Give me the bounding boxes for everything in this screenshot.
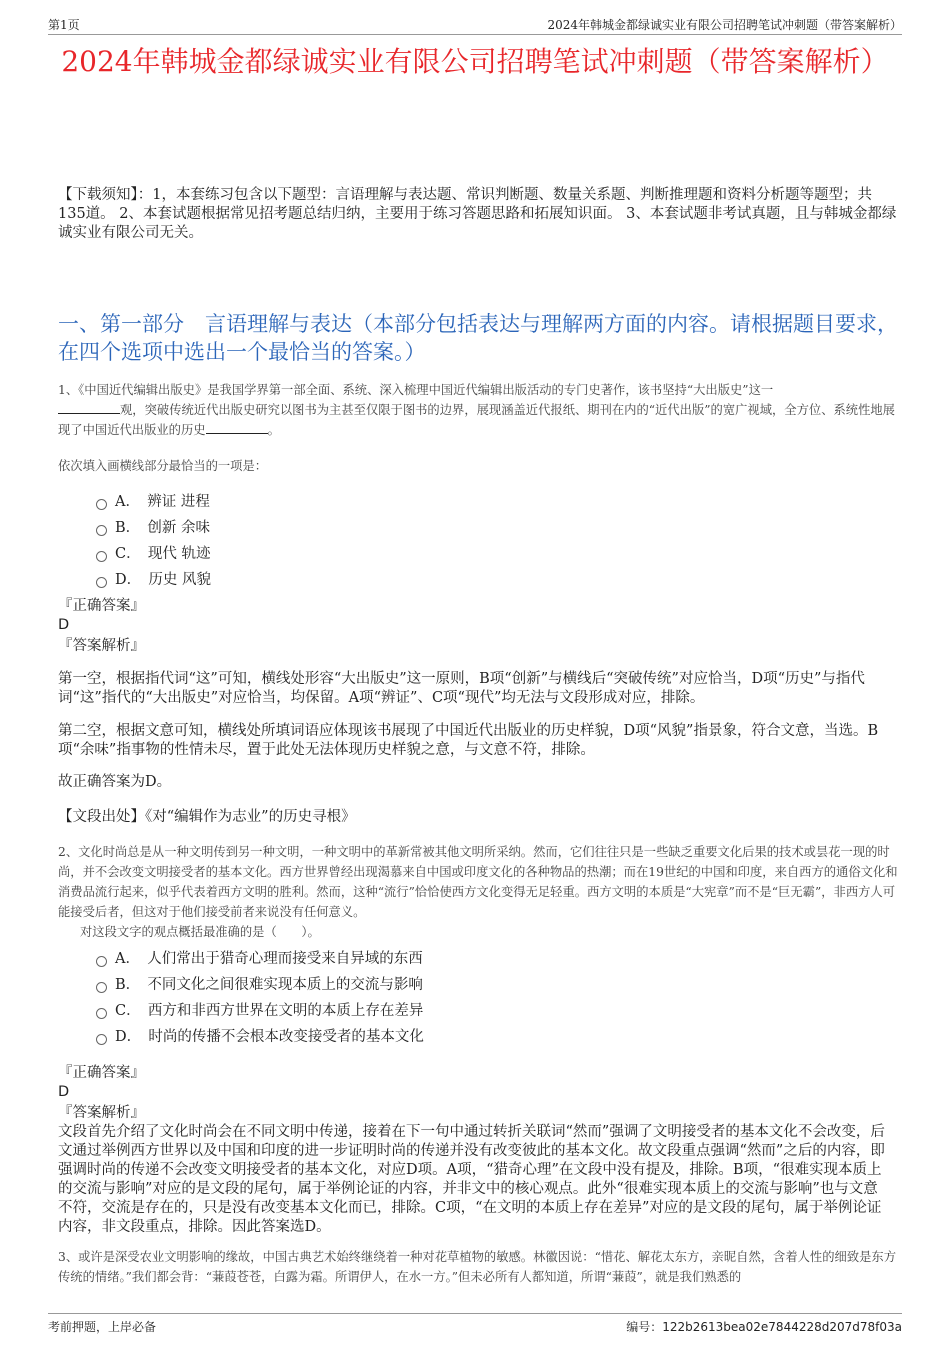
question-2-text: 2、文化时尚总是从一种文明传到另一种文明，一种文明中的革新常被其他文明所采纳。然而，它们往往只是一些缺乏重要文化后果的技术或昙花一现的时尚，并不会改变文明接受者的基本文化。西方世界曾经出现渴慕来自中国或印度文化的各种物品的热潮；而在19世纪的中国和印度，来自西方的通俗文化和消费品流行起来，似乎代表着西方文明的胜利。然而，这种“流行”恰恰使西方文化变得无足轻重。西方文明的本质是“大宪章”而不是“巨无霸”，非西方人可能接受后者，但这对于他们接受前者来说没有任何意义。 [58,845,898,919]
option-b[interactable]: B． 不同文化之间很难实现本质上的交流与影响 [96,970,424,996]
radio-icon[interactable] [96,956,107,967]
analysis-paragraph: 第一空，根据指代词“这”可知，横线处形容“大出版史”这一原则，B项“创新”与横线后“突破传统”对应恰当，D项“历史”与指代词“这”指代的“大出版史”对应恰当，均保留。A项“辨证”、C项“现代”均无法与文段形成对应，排除。 [58,671,865,706]
analysis-conclusion: 故正确答案为D。 [58,774,172,790]
option-a[interactable]: A． 辨证 进程 [96,487,211,513]
section-title: 一、第一部分 言语理解与表达（本部分包括表达与理解两方面的内容。请根据题目要求，在四个选项中选出一个最恰当的答案。） [58,312,898,364]
option-d[interactable]: D． 历史 风貌 [96,565,211,591]
option-d[interactable]: D． 时尚的传播不会根本改变接受者的基本文化 [96,1022,424,1048]
answer-value: D [58,1084,70,1100]
option-a[interactable]: A． 人们常出于猎奇心理而接受来自异域的东西 [96,944,424,970]
header-doc-title: 2024年韩城金都绿诚实业有限公司招聘笔试冲刺题（带答案解析） [547,18,902,32]
question-2-prompt: 对这段文字的观点概括最准确的是（ ）。 [80,925,320,939]
fill-blank [206,421,268,434]
page-footer [48,1313,902,1336]
option-c[interactable]: C． 现代 轨迹 [96,539,211,565]
question-1-prompt: 依次填入画横线部分最恰当的一项是： [58,459,268,473]
question-2-options [96,944,424,1048]
page-title: 2024年韩城金都绿诚实业有限公司招聘笔试冲刺题（带答案解析） [61,45,889,78]
radio-icon[interactable] [96,1008,107,1019]
question-1-options [96,487,211,591]
option-c[interactable]: C． 西方和非西方世界在文明的本质上存在差异 [96,996,424,1022]
page-number: 第1页 [48,18,80,32]
radio-icon[interactable] [96,525,107,536]
source-citation: 【文段出处】《对“编辑作为志业”的历史寻根》 [58,809,356,825]
analysis-paragraph: 第二空，根据文意可知，横线处所填词语应体现该书展现了中国近代出版业的历史样貌，D项“风貌”指景象，符合文意，当选。B项“余味”指事物的性情未尽，置于此处无法体现历史样貌之意，与文意不符，排除。 [58,723,879,758]
answer-value: D [58,617,70,633]
radio-icon[interactable] [96,551,107,562]
radio-icon[interactable] [96,577,107,588]
radio-icon[interactable] [96,499,107,510]
download-notice: 【下载须知】：1，本套练习包含以下题型：言语理解与表达题、常识判断题、数量关系题、判断推理题和资料分析题等题型；共135道。 2、本套试题根据常见招考题总结归纳，主要用于练习答题思路和拓展知识面。 3、本套试题非考试真题，且与韩城金都绿诚实业有限公司无关。 [58,187,897,241]
page-header [48,14,902,35]
document-code: 编号：122b2613bea02e7844228d207d78f03a [626,1320,902,1334]
radio-icon[interactable] [96,1034,107,1045]
answer-label: 『正确答案』 [58,1065,145,1081]
question-3-text: 3、或许是深受农业文明影响的缘故，中国古典艺术始终继绕着一种对花草植物的敏感。林徽因说：“惜花、解花太东方，亲昵自然，含着人性的细致是东方传统的情绪。”我们都会背：“蒹葭苍苍，白露为霜。所谓伊人，在水一方。”但未必所有人都知道，所谓“蒹葭”，就是我们熟悉的 [58,1250,897,1284]
question-1-text: 1、《中国近代编辑出版史》是我国学界第一部全面、系统、深入梳理中国近代编辑出版活动的专门史著作，该书坚持“大出版史”这一 观，突破传统近代出版史研究以图书为主甚至仅限于图书的边界，展现涵盖近代报纸、期刊在内的“近代出版”的宽广视域，全方位、系统性地展现了中国近代出版业的历史 。 [58,383,895,437]
radio-icon[interactable] [96,982,107,993]
analysis-label: 『答案解析』 [58,638,145,654]
analysis-label: 『答案解析』 [58,1105,145,1121]
answer-label: 『正确答案』 [58,598,145,614]
fill-blank [58,401,120,414]
analysis-paragraph: 文段首先介绍了文化时尚会在不同文明中传递，接着在下一句中通过转折关联词“然而”强调了文明接受者的基本文化不会改变，后文通过举例西方世界以及中国和印度的进一步证明时尚的传递并没有改变彼此的基本文化。故文段重点强调“然而”之后的内容，即强调时尚的传递不会改变文明接受者的基本文化，对应D项。A项，“猎奇心理”在文段中没有提及，排除。B项，“很难实现本质上的交流与影响”对应的是文段的尾句，属于举例论证的内容，并非文中的核心观点。此外“很难实现本质上的交流与影响”也与文意不符，交流是存在的，只是没有改变基本文化而已，排除。C项，“在文明的本质上存在差异”对应的是文段的尾句，属于举例论证内容，非文段重点，排除。因此答案选D。 [58,1124,885,1235]
option-b[interactable]: B． 创新 余味 [96,513,211,539]
footer-slogan: 考前押题，上岸必备 [48,1320,157,1334]
